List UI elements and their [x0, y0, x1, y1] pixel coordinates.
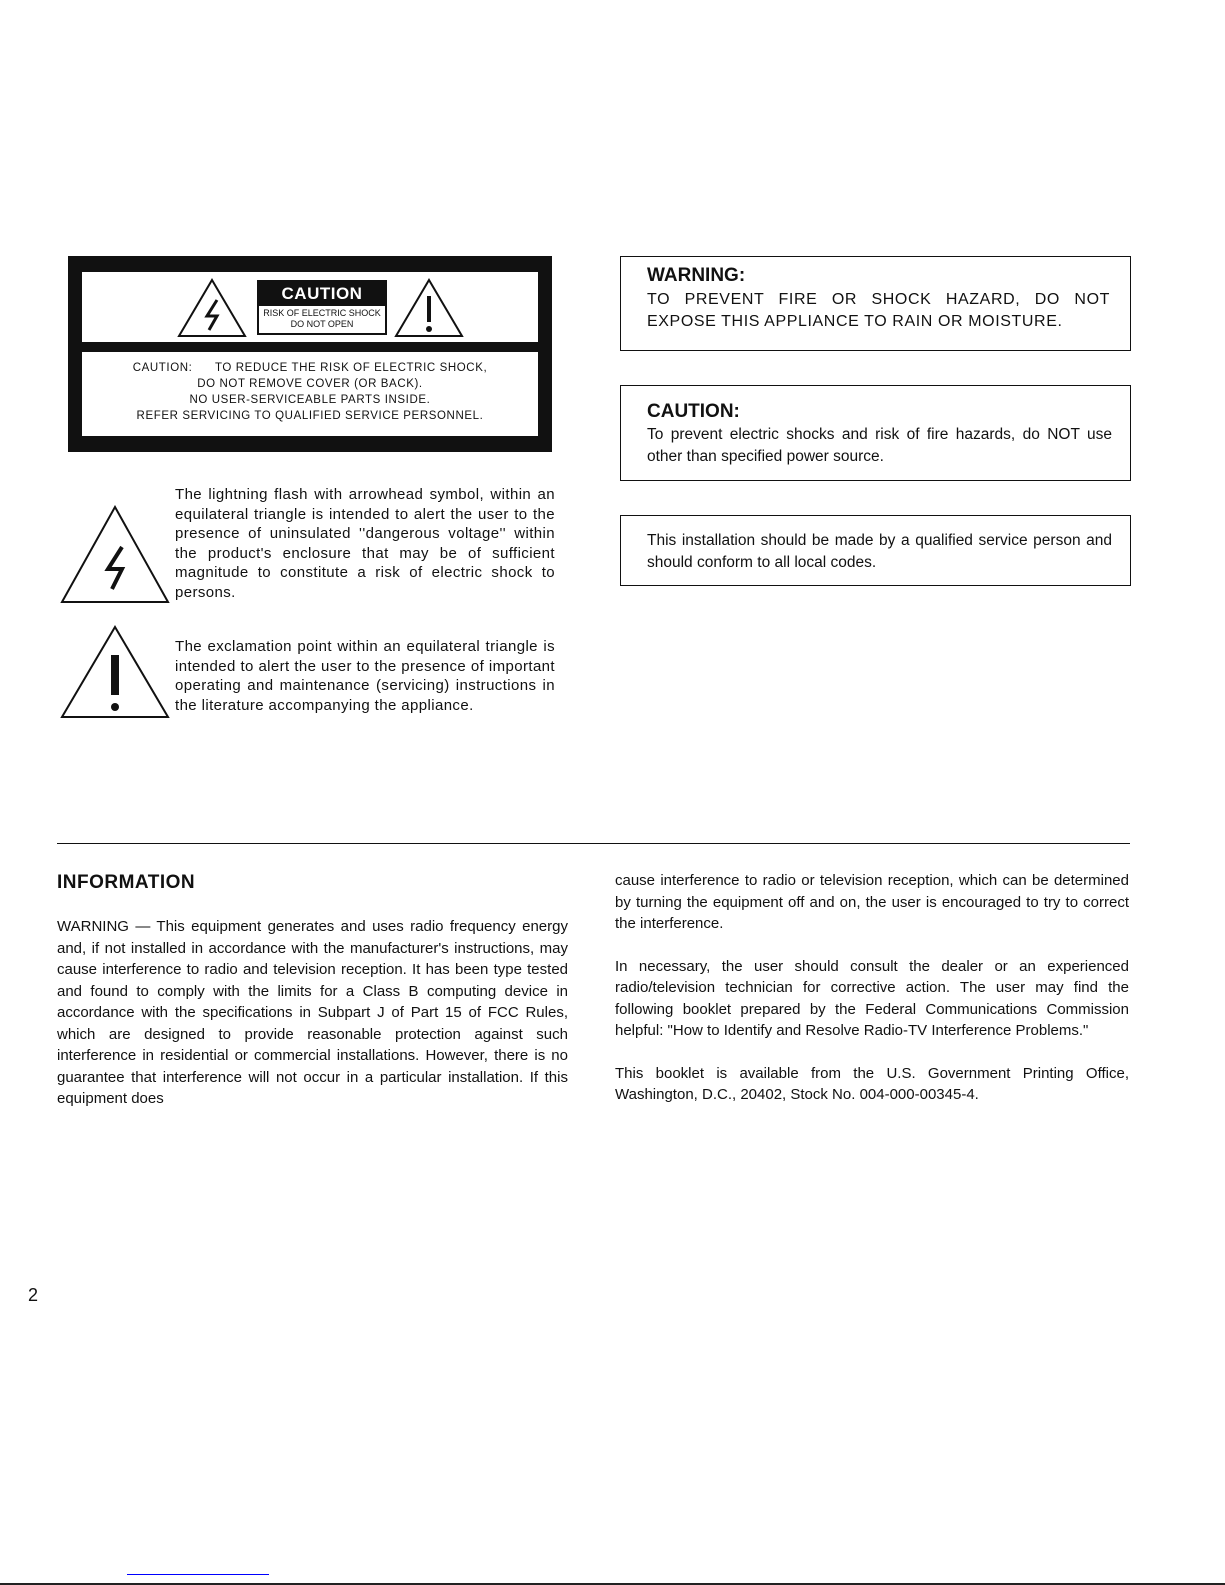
- plate-title: CAUTION: [259, 282, 385, 306]
- exclamation-triangle-icon: [60, 625, 170, 720]
- paragraph: In necessary, the user should consult the dealer or an experienced radio/television technician for corrective action. The user may find the following booklet prepared by the Federal Communications Commission helpful: "How to Identify and Resolve Radio-TV Interference Problems.": [615, 957, 1129, 1039]
- lightning-triangle-icon: [177, 278, 247, 338]
- fcc-warning-paragraph: WARNING — This equipment generates and uses radio frequency energy and, if not installed in accordance with the manufacturer's instructions, may cause interference to radio and television reception. It has been type tested and found to comply with the limits for a Class B computing device in accordance with the specifications in Subpart J of Part 15 of FCC Rules, which are designed to provide reasonable protection against such interference in residential or commercial installations. However, there is no guarantee that interference will not occur in a particular installation. If this equipment does: [57, 918, 568, 1107]
- paragraph: This booklet is available from the U.S. Government Printing Office, Washington, D.C., 20402, Stock No. 004-000-00345-4.: [615, 1064, 1129, 1103]
- caution-label: [68, 256, 552, 452]
- caution-box: [620, 385, 1131, 481]
- caution-line: DO NOT REMOVE COVER (OR BACK).: [197, 378, 423, 390]
- caution-line: CAUTION: TO REDUCE THE RISK OF ELECTRIC SHOCK,: [132, 362, 488, 374]
- exclamation-symbol-description: The exclamation point within an equilateral triangle is intended to alert the user to the presence of important operating and maintenance (servicing) instructions in the literature accompanying the appliance.: [175, 638, 555, 714]
- information-right-column: [615, 870, 1129, 1127]
- warning-box: [620, 256, 1131, 351]
- caution-line: REFER SERVICING TO QUALIFIED SERVICE PERSONNEL.: [136, 410, 484, 422]
- caution-label-text: [82, 352, 538, 436]
- installation-text: This installation should be made by a qualified service person and should conform to all local codes.: [647, 532, 1112, 571]
- warning-title: WARNING:: [647, 265, 746, 286]
- information-heading: INFORMATION: [57, 872, 196, 893]
- caution-text: To prevent electric shocks and risk of fire hazards, do NOT use other than specified power source.: [647, 426, 1112, 465]
- information-left-column: [57, 916, 568, 1131]
- link-underline: [127, 1574, 269, 1575]
- installation-box: [620, 515, 1131, 586]
- caution-line: NO USER-SERVICEABLE PARTS INSIDE.: [189, 394, 431, 406]
- caution-plate: [257, 280, 387, 335]
- plate-subtitle: [259, 306, 385, 330]
- lightning-symbol-description: The lightning flash with arrowhead symbol, within an equilateral triangle is intended to alert the user to the presence of uninsulated ''dangerous voltage'' within the product's enclosure that may be of sufficient magnitude to constitute a risk of electric shock to persons.: [175, 486, 555, 601]
- caution-label-symbols: [82, 272, 538, 342]
- section-divider: [57, 843, 1130, 844]
- plate-line: DO NOT OPEN: [290, 319, 354, 329]
- paragraph: cause interference to radio or television reception, which can be determined by turning the equipment off and on, the user is encouraged to try to correct the interference.: [615, 872, 1129, 932]
- plate-line: RISK OF ELECTRIC SHOCK: [263, 308, 381, 318]
- page-number: 2: [28, 1285, 39, 1305]
- exclamation-triangle-icon: [394, 278, 464, 338]
- lightning-triangle-icon: [60, 505, 170, 605]
- warning-text: TO PREVENT FIRE OR SHOCK HAZARD, DO NOT EXPOSE THIS APPLIANCE TO RAIN OR MOISTURE.: [647, 291, 1110, 330]
- caution-title: CAUTION:: [647, 401, 740, 422]
